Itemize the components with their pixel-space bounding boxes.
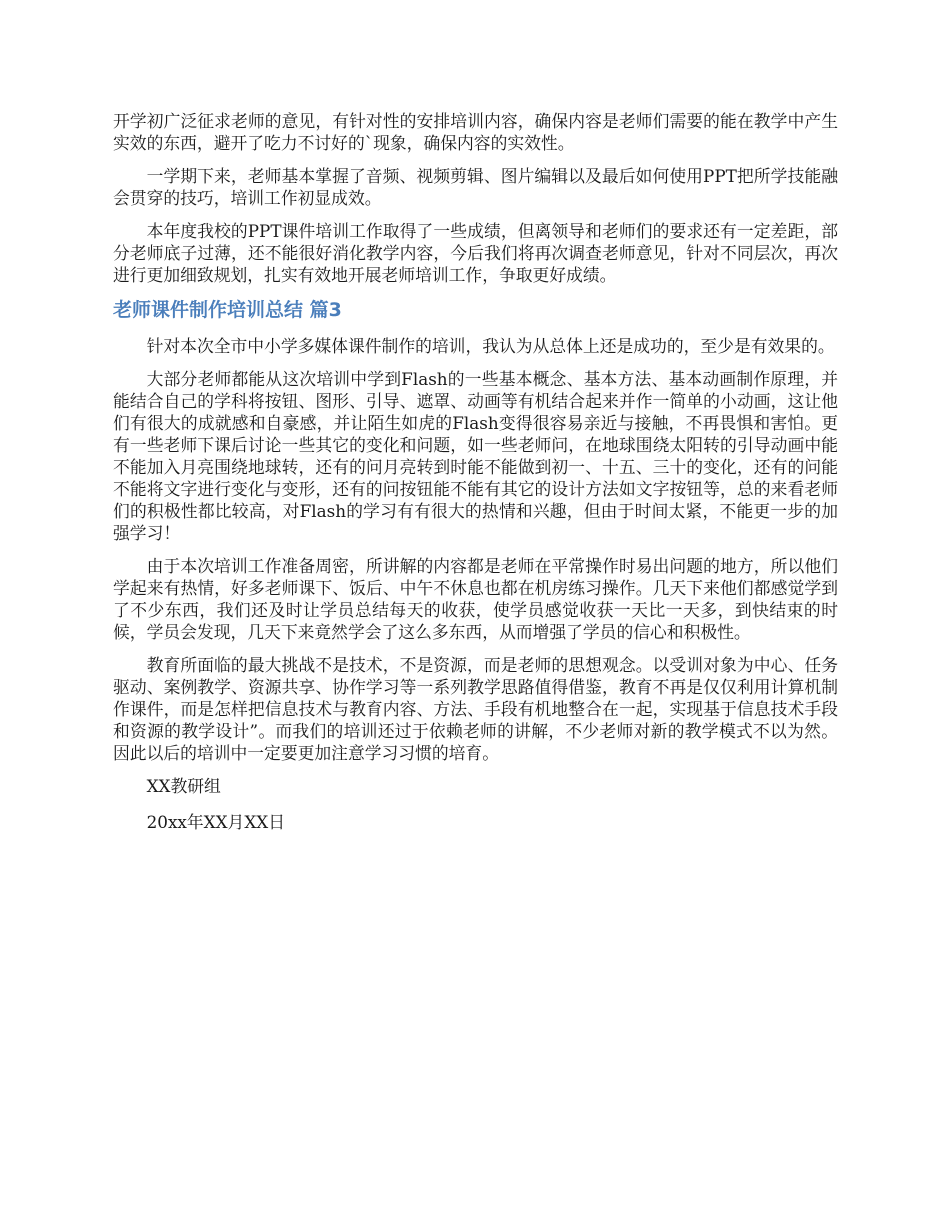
section-heading: 老师课件制作培训总结 篇3	[113, 299, 342, 321]
paragraph-section3-flash: 大部分老师都能从这次培训中学到Flash的一些基本概念、基本方法、基本动画制作原理，并能结合自己的学科将按钮、图形、引导、遮罩、动画等有机结合起来并作一简单的小动画，这让他们有很大的成就感和自豪感，并让陌生如虎的Flash变得很容易亲近与接触，不再畏惧和害怕。更有一些老师下课后讨论一些其它的变化和问题，如一些老师问，在地球围绕太阳转的引导动画中能不能加入月亮围绕地球转，还有的问月亮转到时能不能做到初一、十五、三十的变化，还有的问能不能将文字进行变化与变形，还有的问按钮能不能有其它的设计方法如文字按钮等，总的来看老师们的积极性都比较高，对Flash的学习有有很大的热情和兴趣，但由于时间太紧，不能更一步的加强学习！	[113, 369, 838, 543]
paragraph-section3-intro: 针对本次全市中小学多媒体课件制作的培训，我认为从总体上还是成功的，至少是有效果的。	[146, 336, 835, 356]
paragraph-section3-challenge: 教育所面临的最大挑战不是技术，不是资源，而是老师的思想观念。以受训对象为中心、任务驱动、案例教学、资源共享、协作学习等一系列教学思路值得借鉴，教育不再是仅仅利用计算机制作课件，而是怎样把信息技术与教育内容、方法、手段有机地整合在一起，实现基于信息技术手段和资源的教学设计”。而我们的培训还过于依赖老师的讲解，不少老师对新的教学模式不以为然。因此以后的培训中一定要更加注意学习习惯的培育。	[113, 655, 838, 763]
paragraph-intro-continuation: 开学初广泛征求老师的意见，有针对性的安排培训内容，确保内容是老师们需要的能在教学中产生实效的东西，避开了吃力不讨好的`现象，确保内容的实效性。	[113, 111, 838, 153]
paragraph-year-summary: 本年度我校的PPT课件培训工作取得了一些成绩，但离领导和老师们的要求还有一定差距，部分老师底子过薄，还不能很好消化教学内容，今后我们将再次调查老师意见，针对不同层次，再次进行更加细致规划，扎实有效地开展老师培训工作，争取更好成绩。	[113, 221, 838, 285]
paragraph-section3-preparation: 由于本次培训工作准备周密，所讲解的内容都是老师在平常操作时易出问题的地方，所以他们学起来有热情，好多老师课下、饭后、中午不休息也都在机房练习操作。几天下来他们都感觉学到了不少东西，我们还及时让学员总结每天的收获，使学员感觉收获一天比一天多，到快结束的时候，学员会发现，几天下来竟然学会了这么多东西，从而增强了学员的信心和积极性。	[113, 556, 838, 642]
date-line: 20xx年XX月XX日	[146, 812, 286, 832]
signature: XX教研组	[146, 776, 221, 796]
paragraph-semester-summary: 一学期下来，老师基本掌握了音频、视频剪辑、图片编辑以及最后如何使用PPT把所学技能融会贯穿的技巧，培训工作初显成效。	[113, 166, 838, 208]
document-body	[113, 110, 838, 844]
